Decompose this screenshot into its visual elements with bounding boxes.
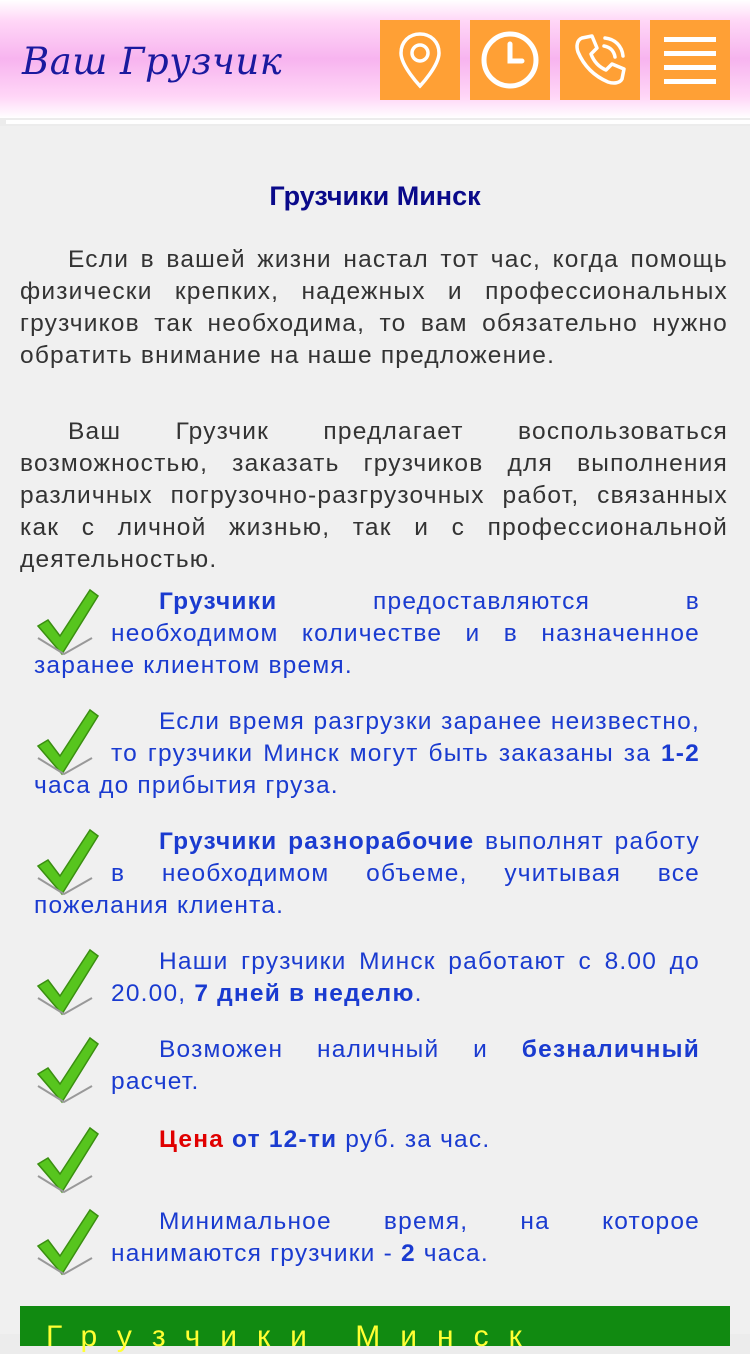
intro-paragraph: Если в вашей жизни настал тот час, когда помощь физически крепких, надежных и профессиональных грузчиков так необходима, то вам обязательно нужно обратить внимание на наше предложение. [20,246,728,369]
feature-text: Возможен наличный и безналичный расчет. [111,1036,700,1095]
site-logo[interactable]: Ваш Грузчик [22,40,283,83]
feature-text: Если время разгрузки заранее неизвестно, то грузчики Минск могут быть заказаны за 1-2 часа до прибытия груза. [34,708,700,799]
map-pin-icon [388,28,452,92]
feature-item [34,586,700,682]
call-button[interactable] [560,20,640,100]
checkmark-icon [34,946,100,1018]
checkmark-icon [34,1124,100,1196]
feature-text: Грузчики разнорабочие выполнят работу в необходимом объеме, учитывая все пожелания клиента. [34,828,700,919]
clock-icon [478,28,542,92]
price-text: Цена от 12-ти руб. за час. [159,1126,491,1153]
feature-item [34,1034,700,1098]
checkmark-icon [34,826,100,898]
feature-item [34,706,700,802]
feature-text: Грузчики предоставляются в необходимом количестве и в назначенное заранее клиентом время. [34,588,700,679]
menu-button[interactable] [650,20,730,100]
feature-item [34,826,700,922]
offer-paragraph: Ваш Грузчик предлагает воспользоваться возможностью, заказать грузчиков для выполнения различных погрузочно-разгрузочных работ, связанных как с личной жизнью, так и с профессиональной деятельностью. [20,418,728,573]
hours-button[interactable] [470,20,550,100]
header-divider [6,120,750,124]
phone-icon [568,28,632,92]
location-button[interactable] [380,20,460,100]
header [0,0,750,118]
checkmark-icon [34,706,100,778]
feature-item [34,1124,700,1188]
page-title: Грузчики Минск [269,181,481,211]
promo-banner-text: Грузчики Минск [46,1320,542,1353]
feature-item [34,946,700,1010]
promo-banner [20,1306,730,1353]
checkmark-icon [34,1206,100,1278]
feature-text: Наши грузчики Минск работают с 8.00 до 20.00, 7 дней в неделю. [111,948,700,1007]
checkmark-icon [34,586,100,658]
checkmark-icon [34,1034,100,1106]
feature-item [34,1206,700,1270]
main-content [0,126,750,1353]
feature-text: Минимальное время, на которое нанимаются грузчики - 2 часа. [111,1208,700,1267]
menu-icon [658,28,722,92]
